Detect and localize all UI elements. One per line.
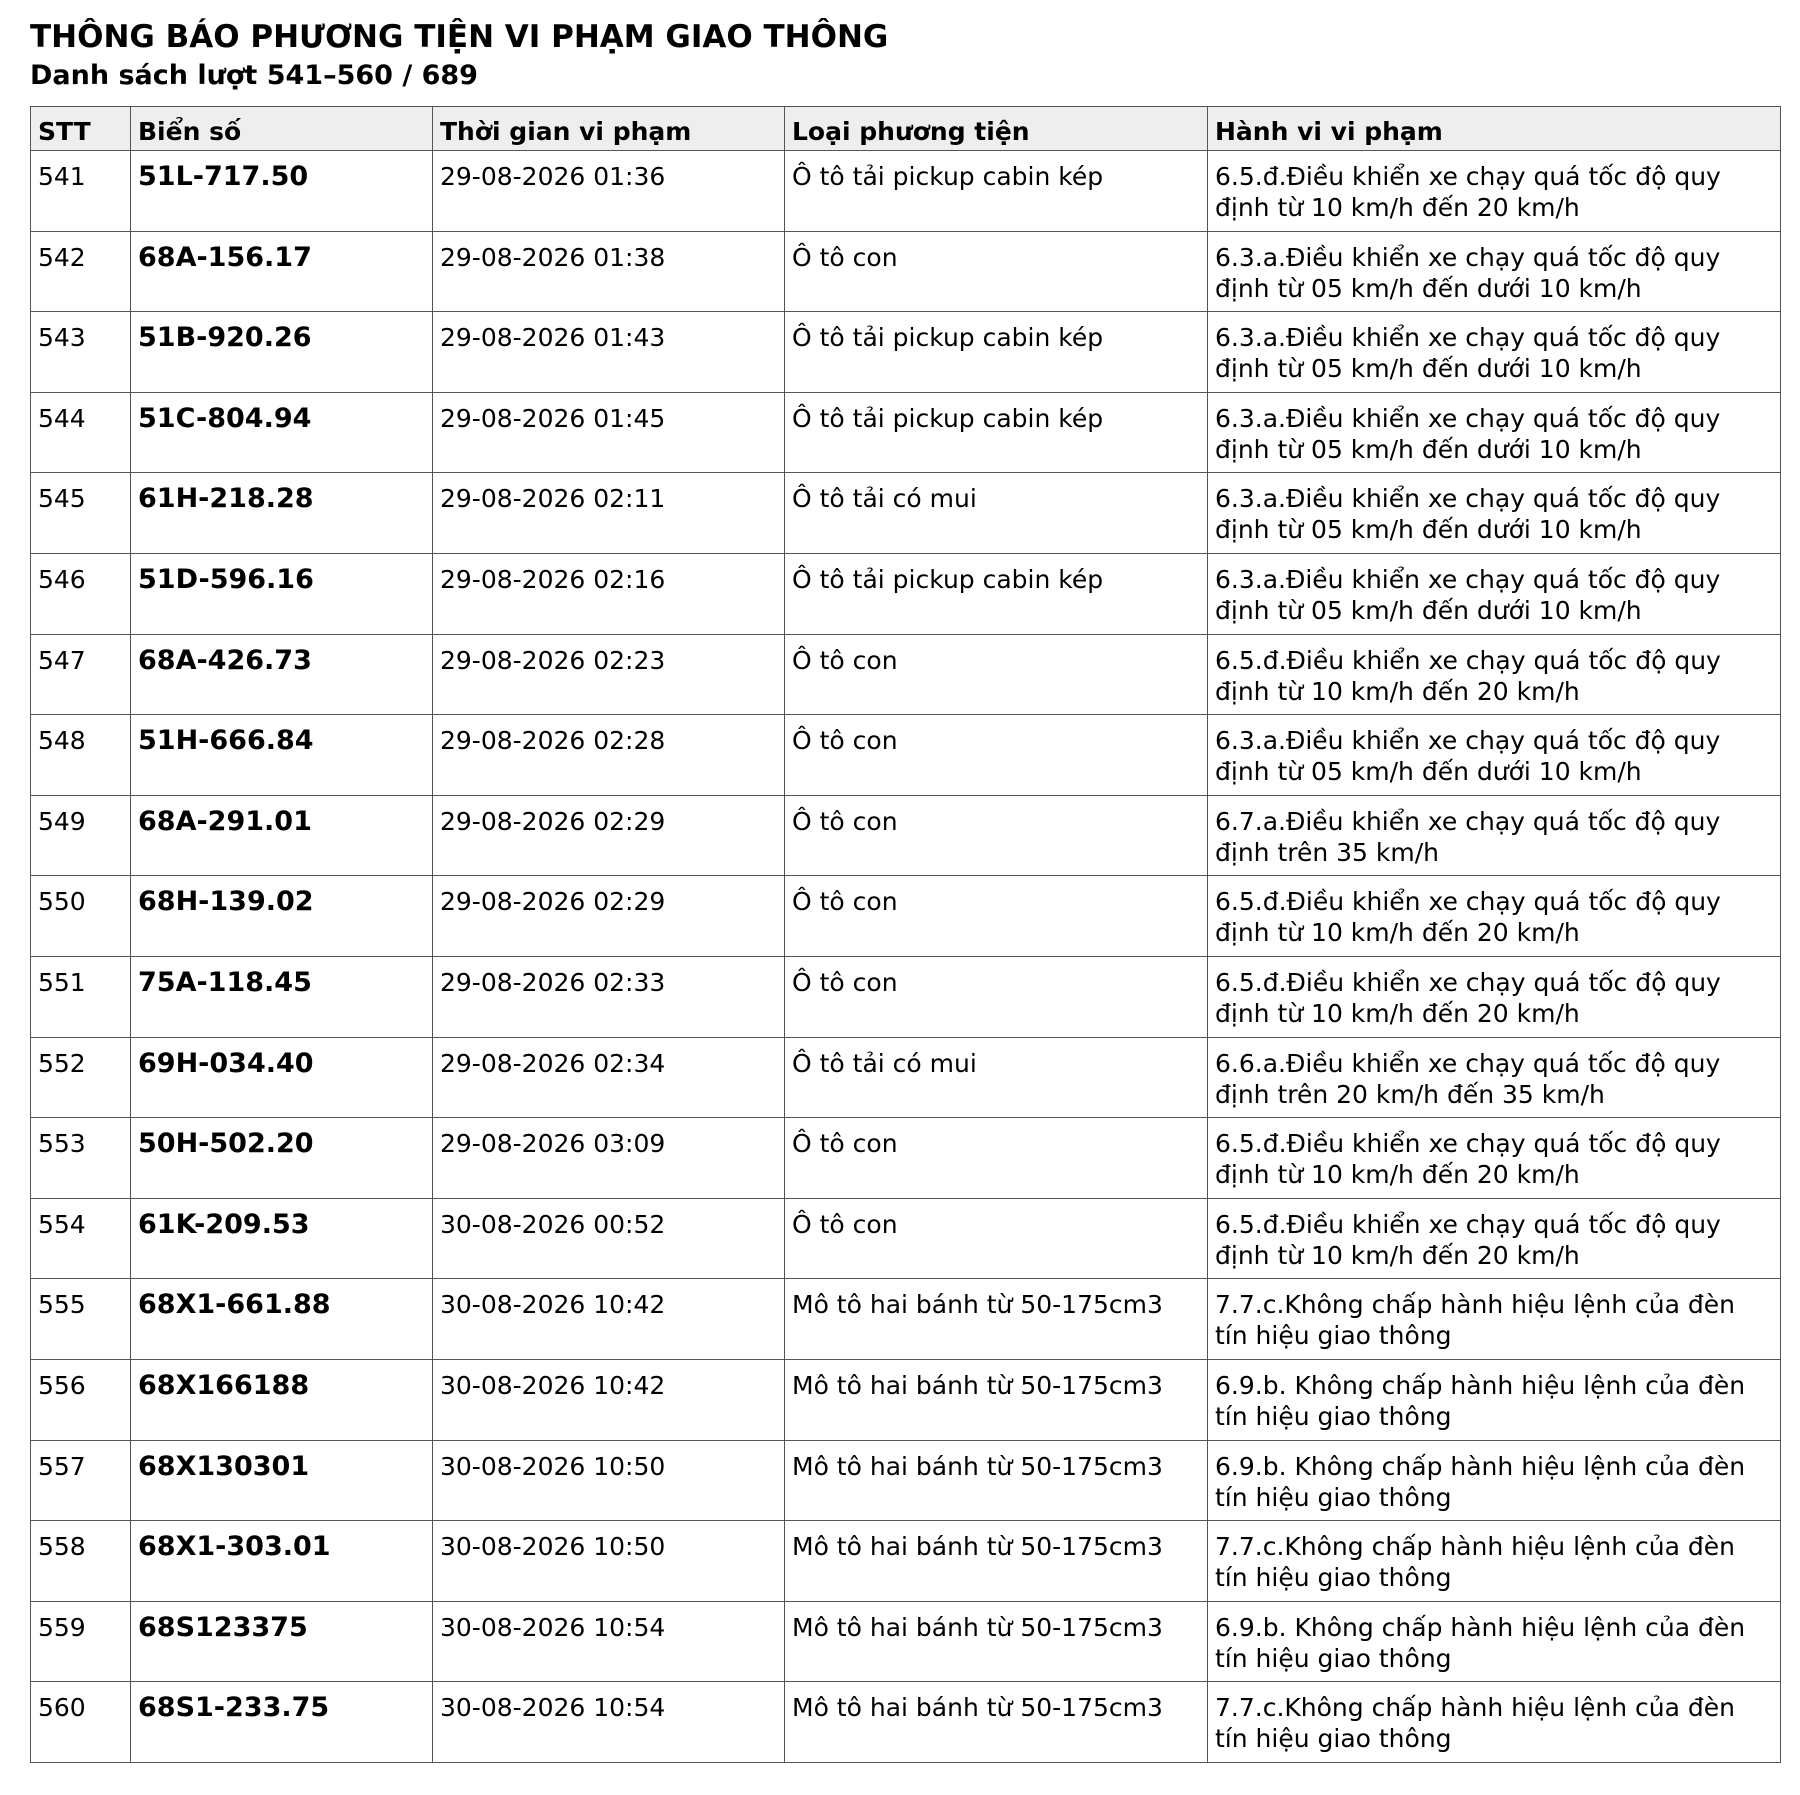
cell-time: 30-08-2026 10:42: [433, 1359, 785, 1440]
document-page: [0, 0, 1800, 94]
cell-plate: 68X1-303.01: [131, 1521, 433, 1602]
table-row: [31, 1359, 1781, 1440]
page-title: THÔNG BÁO PHƯƠNG TIỆN VI PHẠM GIAO THÔNG: [30, 19, 889, 55]
cell-time: 29-08-2026 02:29: [433, 876, 785, 957]
cell-violation: 6.5.đ.Điều khiển xe chạy quá tốc độ quy định từ 10 km/h đến 20 km/h: [1208, 1198, 1781, 1279]
table-row: [31, 392, 1781, 473]
cell-stt: 557: [31, 1440, 131, 1521]
cell-time: 29-08-2026 01:45: [433, 392, 785, 473]
cell-violation: 7.7.c.Không chấp hành hiệu lệnh của đèn tín hiệu giao thông: [1208, 1279, 1781, 1360]
cell-vehicle: Ô tô tải pickup cabin kép: [785, 553, 1208, 634]
cell-violation: 6.3.a.Điều khiển xe chạy quá tốc độ quy định từ 05 km/h đến dưới 10 km/h: [1208, 231, 1781, 312]
cell-time: 30-08-2026 10:50: [433, 1521, 785, 1602]
cell-plate: 51H-666.84: [131, 715, 433, 796]
cell-stt: 549: [31, 795, 131, 876]
cell-stt: 545: [31, 473, 131, 554]
cell-stt: 560: [31, 1682, 131, 1763]
cell-plate: 68H-139.02: [131, 876, 433, 957]
cell-vehicle: Mô tô hai bánh từ 50-175cm3: [785, 1521, 1208, 1602]
cell-time: 29-08-2026 02:23: [433, 634, 785, 715]
cell-plate: 68X166188: [131, 1359, 433, 1440]
cell-plate: 51B-920.26: [131, 312, 433, 393]
cell-violation: 6.5.đ.Điều khiển xe chạy quá tốc độ quy định từ 10 km/h đến 20 km/h: [1208, 1118, 1781, 1199]
cell-time: 30-08-2026 10:50: [433, 1440, 785, 1521]
cell-plate: 75A-118.45: [131, 956, 433, 1037]
table-header-row: [31, 107, 1781, 151]
cell-vehicle: Ô tô tải pickup cabin kép: [785, 392, 1208, 473]
cell-vehicle: Ô tô con: [785, 715, 1208, 796]
table-row: [31, 312, 1781, 393]
cell-plate: 68X130301: [131, 1440, 433, 1521]
cell-violation: 7.7.c.Không chấp hành hiệu lệnh của đèn tín hiệu giao thông: [1208, 1521, 1781, 1602]
cell-time: 29-08-2026 01:36: [433, 151, 785, 232]
cell-stt: 550: [31, 876, 131, 957]
cell-stt: 546: [31, 553, 131, 634]
table-row: [31, 634, 1781, 715]
cell-time: 30-08-2026 10:42: [433, 1279, 785, 1360]
table-row: [31, 151, 1781, 232]
cell-violation: 6.5.đ.Điều khiển xe chạy quá tốc độ quy định từ 10 km/h đến 20 km/h: [1208, 634, 1781, 715]
cell-vehicle: Ô tô tải pickup cabin kép: [785, 312, 1208, 393]
cell-stt: 547: [31, 634, 131, 715]
cell-violation: 6.9.b. Không chấp hành hiệu lệnh của đèn tín hiệu giao thông: [1208, 1601, 1781, 1682]
cell-vehicle: Ô tô con: [785, 795, 1208, 876]
cell-vehicle: Mô tô hai bánh từ 50-175cm3: [785, 1279, 1208, 1360]
table-row: [31, 231, 1781, 312]
violations-table: [30, 106, 1781, 1763]
cell-time: 29-08-2026 02:11: [433, 473, 785, 554]
table-row: [31, 876, 1781, 957]
table-row: [31, 795, 1781, 876]
cell-stt: 551: [31, 956, 131, 1037]
cell-stt: 544: [31, 392, 131, 473]
cell-violation: 6.9.b. Không chấp hành hiệu lệnh của đèn tín hiệu giao thông: [1208, 1359, 1781, 1440]
cell-plate: 61K-209.53: [131, 1198, 433, 1279]
cell-vehicle: Mô tô hai bánh từ 50-175cm3: [785, 1682, 1208, 1763]
column-header-vehicle: Loại phương tiện: [785, 107, 1208, 151]
cell-plate: 68A-291.01: [131, 795, 433, 876]
cell-vehicle: Ô tô tải pickup cabin kép: [785, 151, 1208, 232]
cell-stt: 555: [31, 1279, 131, 1360]
cell-violation: 6.5.đ.Điều khiển xe chạy quá tốc độ quy định từ 10 km/h đến 20 km/h: [1208, 151, 1781, 232]
cell-violation: 6.3.a.Điều khiển xe chạy quá tốc độ quy định từ 05 km/h đến dưới 10 km/h: [1208, 473, 1781, 554]
cell-violation: 6.5.đ.Điều khiển xe chạy quá tốc độ quy định từ 10 km/h đến 20 km/h: [1208, 876, 1781, 957]
cell-plate: 68A-426.73: [131, 634, 433, 715]
cell-vehicle: Ô tô tải có mui: [785, 473, 1208, 554]
cell-plate: 68S1-233.75: [131, 1682, 433, 1763]
cell-violation: 6.3.a.Điều khiển xe chạy quá tốc độ quy định từ 05 km/h đến dưới 10 km/h: [1208, 312, 1781, 393]
cell-plate: 51C-804.94: [131, 392, 433, 473]
cell-time: 29-08-2026 02:33: [433, 956, 785, 1037]
table-row: [31, 956, 1781, 1037]
cell-plate: 61H-218.28: [131, 473, 433, 554]
cell-plate: 69H-034.40: [131, 1037, 433, 1118]
cell-violation: 6.3.a.Điều khiển xe chạy quá tốc độ quy định từ 05 km/h đến dưới 10 km/h: [1208, 392, 1781, 473]
cell-plate: 68X1-661.88: [131, 1279, 433, 1360]
cell-time: 30-08-2026 10:54: [433, 1601, 785, 1682]
cell-time: 29-08-2026 01:38: [433, 231, 785, 312]
cell-violation: 6.3.a.Điều khiển xe chạy quá tốc độ quy định từ 05 km/h đến dưới 10 km/h: [1208, 553, 1781, 634]
cell-vehicle: Ô tô con: [785, 1118, 1208, 1199]
cell-stt: 542: [31, 231, 131, 312]
table-row: [31, 1118, 1781, 1199]
cell-vehicle: Ô tô con: [785, 876, 1208, 957]
cell-violation: 6.7.a.Điều khiển xe chạy quá tốc độ quy định trên 35 km/h: [1208, 795, 1781, 876]
table-row: [31, 1601, 1781, 1682]
cell-vehicle: Ô tô con: [785, 1198, 1208, 1279]
cell-vehicle: Mô tô hai bánh từ 50-175cm3: [785, 1359, 1208, 1440]
table-row: [31, 1521, 1781, 1602]
cell-violation: 6.9.b. Không chấp hành hiệu lệnh của đèn tín hiệu giao thông: [1208, 1440, 1781, 1521]
cell-stt: 559: [31, 1601, 131, 1682]
cell-stt: 541: [31, 151, 131, 232]
cell-stt: 556: [31, 1359, 131, 1440]
cell-vehicle: Ô tô con: [785, 231, 1208, 312]
cell-plate: 50H-502.20: [131, 1118, 433, 1199]
cell-stt: 553: [31, 1118, 131, 1199]
cell-stt: 543: [31, 312, 131, 393]
cell-violation: 6.3.a.Điều khiển xe chạy quá tốc độ quy định từ 05 km/h đến dưới 10 km/h: [1208, 715, 1781, 796]
cell-stt: 558: [31, 1521, 131, 1602]
cell-stt: 554: [31, 1198, 131, 1279]
cell-time: 29-08-2026 03:09: [433, 1118, 785, 1199]
cell-vehicle: Mô tô hai bánh từ 50-175cm3: [785, 1440, 1208, 1521]
table-row: [31, 1198, 1781, 1279]
cell-violation: 7.7.c.Không chấp hành hiệu lệnh của đèn tín hiệu giao thông: [1208, 1682, 1781, 1763]
page-subtitle: Danh sách lượt 541–560 / 689: [30, 60, 478, 91]
cell-stt: 552: [31, 1037, 131, 1118]
cell-vehicle: Ô tô con: [785, 956, 1208, 1037]
column-header-plate: Biển số: [131, 107, 433, 151]
cell-plate: 68S123375: [131, 1601, 433, 1682]
column-header-violation: Hành vi vi phạm: [1208, 107, 1781, 151]
table-row: [31, 1440, 1781, 1521]
table-row: [31, 553, 1781, 634]
column-header-time: Thời gian vi phạm: [433, 107, 785, 151]
cell-vehicle: Ô tô con: [785, 634, 1208, 715]
table-row: [31, 473, 1781, 554]
cell-stt: 548: [31, 715, 131, 796]
cell-time: 30-08-2026 10:54: [433, 1682, 785, 1763]
cell-violation: 6.6.a.Điều khiển xe chạy quá tốc độ quy định trên 20 km/h đến 35 km/h: [1208, 1037, 1781, 1118]
cell-vehicle: Mô tô hai bánh từ 50-175cm3: [785, 1601, 1208, 1682]
table-row: [31, 1682, 1781, 1763]
cell-plate: 51L-717.50: [131, 151, 433, 232]
table-row: [31, 1037, 1781, 1118]
cell-plate: 68A-156.17: [131, 231, 433, 312]
cell-violation: 6.5.đ.Điều khiển xe chạy quá tốc độ quy định từ 10 km/h đến 20 km/h: [1208, 956, 1781, 1037]
cell-time: 29-08-2026 01:43: [433, 312, 785, 393]
column-header-stt: STT: [31, 107, 131, 151]
cell-time: 29-08-2026 02:34: [433, 1037, 785, 1118]
cell-plate: 51D-596.16: [131, 553, 433, 634]
cell-time: 29-08-2026 02:28: [433, 715, 785, 796]
cell-time: 29-08-2026 02:29: [433, 795, 785, 876]
table-row: [31, 715, 1781, 796]
table-row: [31, 1279, 1781, 1360]
cell-vehicle: Ô tô tải có mui: [785, 1037, 1208, 1118]
cell-time: 30-08-2026 00:52: [433, 1198, 785, 1279]
cell-time: 29-08-2026 02:16: [433, 553, 785, 634]
